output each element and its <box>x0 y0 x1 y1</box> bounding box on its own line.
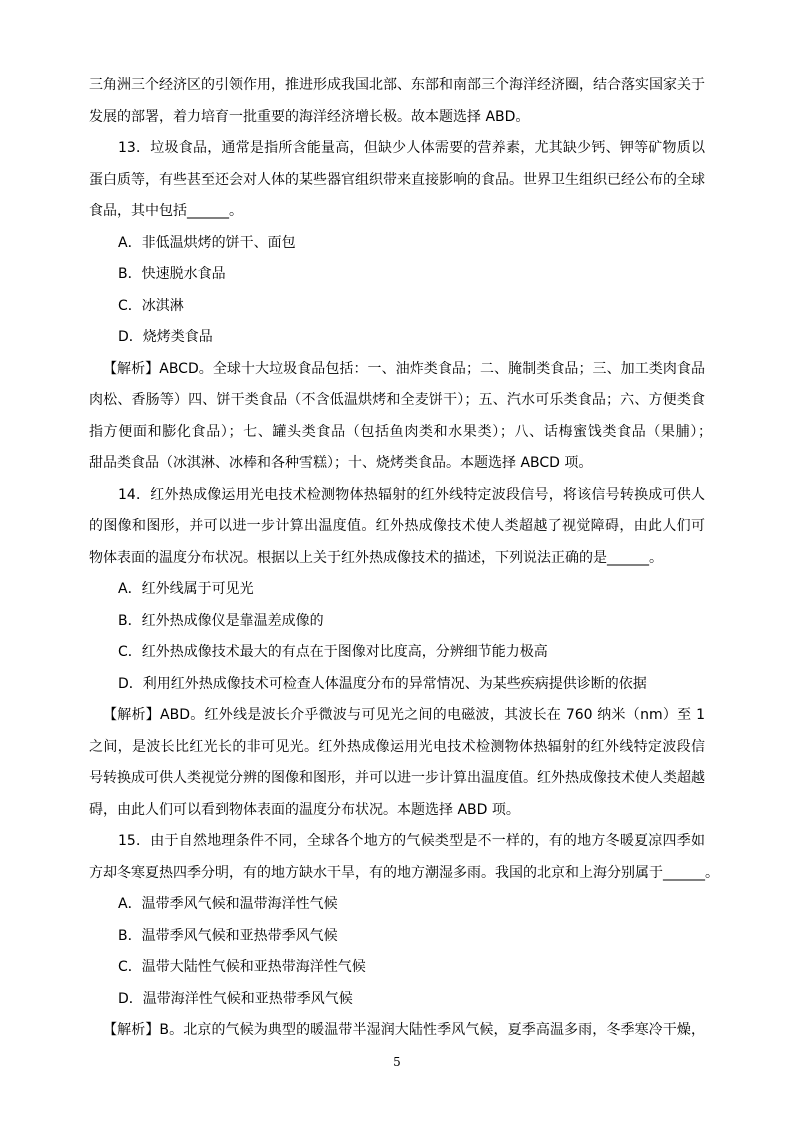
text-line: 发展的部署，着力培育一批重要的海洋经济增长极。故本题选择 ABD。 <box>89 108 530 125</box>
text-line: 号转换成可供人类视觉分辨的图像和图形，并可以进一步计算出温度值。红外热成像技术使人类超越 <box>89 770 705 786</box>
text-line: 【解析】B。北京的气候为典型的暖温带半湿润大陆性季风气候，夏季高温多雨，冬季寒冷干燥， <box>103 1022 705 1038</box>
text-line: 食品，其中包括______。 <box>89 203 243 219</box>
document-body <box>89 70 719 1047</box>
text-line: D．温带海洋性气候和亚热带季风气候 <box>118 990 353 1007</box>
page-number: 5 <box>393 1055 401 1069</box>
text-line: 13．垃圾食品，通常是指所含能量高，但缺少人体需要的营养素，尤其缺少钙、钾等矿物质以 <box>118 140 705 156</box>
text-line: B．快速脱水食品 <box>118 266 226 282</box>
text-line: D．利用红外热成像技术可检查人体温度分布的异常情况、为某些疾病提供诊断的依据 <box>118 675 647 692</box>
text-line: A．非低温烘烤的饼干、面包 <box>118 234 296 251</box>
text-line: C．温带大陆性气候和亚热带海洋性气候 <box>118 959 366 975</box>
text-line: A．温带季风气候和温带海洋性气候 <box>118 896 338 912</box>
text-line: 【解析】ABD。红外线是波长介乎微波与可见光之间的电磁波，其波长在 760 纳米（nm）至 1 <box>103 707 705 723</box>
text-line: A．红外线属于可见光 <box>118 581 254 597</box>
text-line: 蛋白质等，有些甚至还会对人体的某些器官组织带来直接影响的食品。世界卫生组织已经公布的全球 <box>89 171 705 188</box>
text-line: 指方便面和膨化食品）；七、罐头类食品（包括鱼肉类和水果类）；八、话梅蜜饯类食品（果脯）； <box>89 423 705 440</box>
text-line: 碍，由此人们可以看到物体表面的温度分布状况。本题选择 ABD 项。 <box>89 801 520 818</box>
text-line: C．红外热成像技术最大的有点在于图像对比度高，分辨细节能力极高 <box>118 644 548 660</box>
text-line: 的图像和图形，并可以进一步计算出温度值。红外热成像技术使人类超越了视觉障碍，由此人们可 <box>89 518 705 534</box>
text-line: B．红外热成像仪是靠温差成像的 <box>118 612 324 629</box>
text-line: 14．红外热成像运用光电技术检测物体热辐射的红外线特定波段信号，将该信号转换成可供人 <box>118 486 705 503</box>
text-line: 甜品类食品（冰淇淋、冰棒和各种雪糕）；十、烧烤类食品。本题选择 ABCD 项。 <box>89 455 593 471</box>
text-line: 之间，是波长比红光长的非可见光。红外热成像运用光电技术检测物体热辐射的红外线特定波段信 <box>89 738 705 755</box>
text-line: 方却冬寒夏热四季分明，有的地方缺水干旱，有的地方潮湿多雨。我国的北京和上海分别属于______。 <box>89 864 719 881</box>
text-line: 物体表面的温度分布状况。根据以上关于红外热成像技术的描述，下列说法正确的是______。 <box>89 549 663 566</box>
text-line: B．温带季风气候和亚热带季风气候 <box>118 927 338 944</box>
text-line: 15．由于自然地理条件不同，全球各个地方的气候类型是不一样的，有的地方冬暖夏凉四季如 <box>118 833 705 849</box>
text-line: 肉松、香肠等）四、饼干类食品（不含低温烘烤和全麦饼干）；五、汽水可乐类食品；六、方便类食 <box>89 392 705 408</box>
text-line: D．烧烤类食品 <box>118 329 213 345</box>
text-line: 【解析】ABCD。全球十大垃圾食品包括：一、油炸类食品；二、腌制类食品；三、加工类肉食品 <box>103 360 705 377</box>
text-line: 三角洲三个经济区的引领作用，推进形成我国北部、东部和南部三个海洋经济圈，结合落实国家关于 <box>89 77 705 93</box>
text-line: C．冰淇淋 <box>118 297 184 314</box>
